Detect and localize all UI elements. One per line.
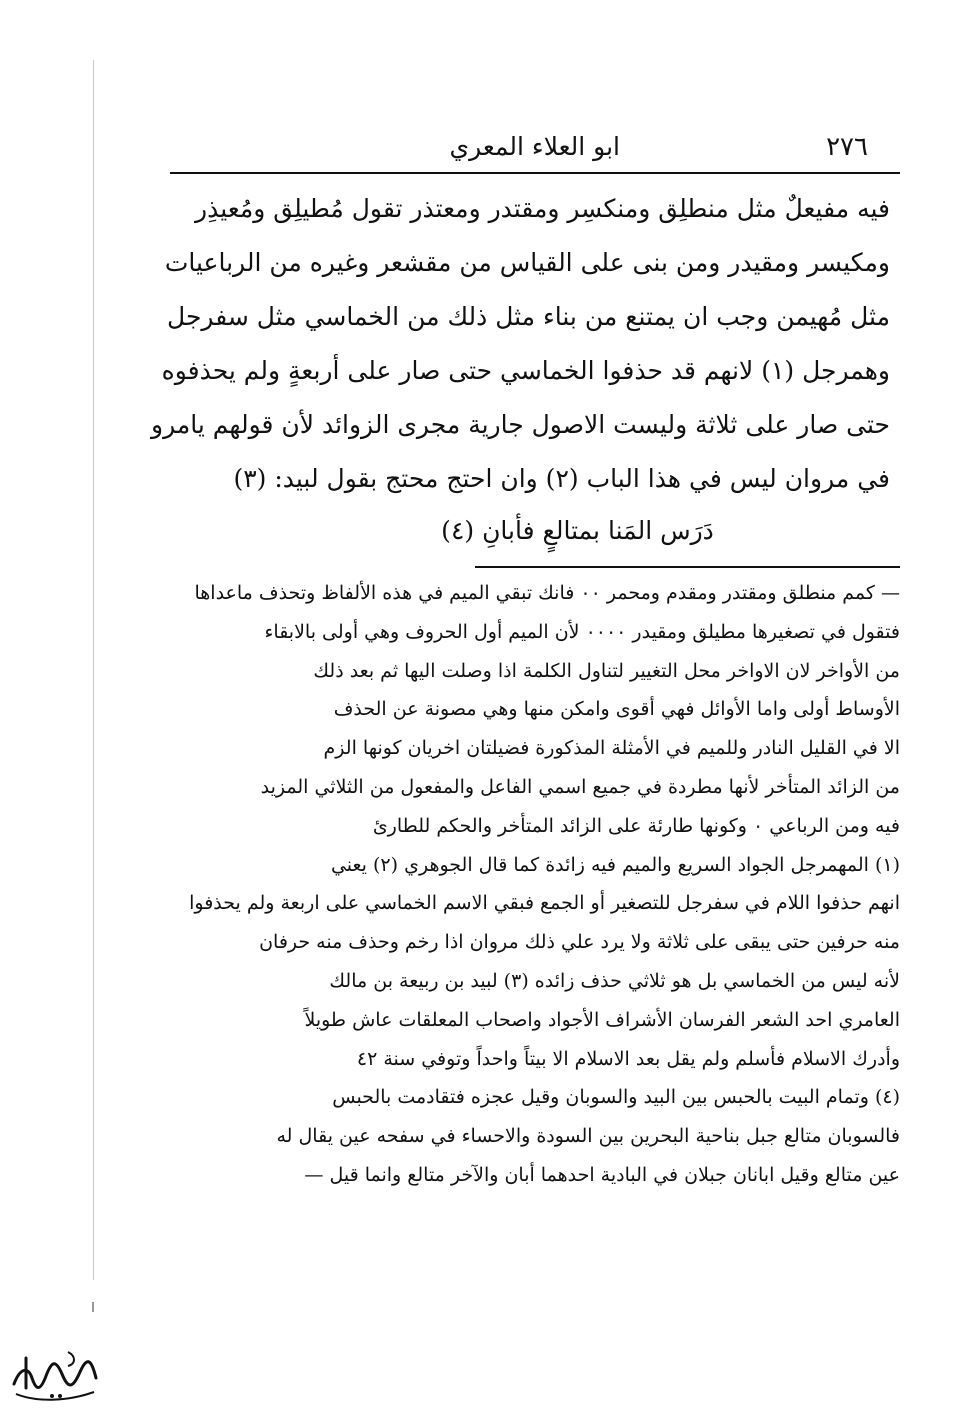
footnote-line: من الزائد المتأخر لأنها مطردة في جميع اسمي الفاعل والمفعول من الثلاثي المزيد [260,775,900,798]
footnote-line: عين متالع وقيل ابانان جبلان في البادية احدهما أبان والآخر متالع وانما قيل — [304,1163,900,1186]
footnote-line: (٤) وتمام البيت بالحبس بين البيد والسوبان وقيل عجزه فتقادمت بالحبس [332,1086,900,1109]
footnote-line: الأوساط أولى واما الأوائل فهي أقوى وامكن منها وهي مصونة عن الحذف [333,698,900,721]
library-stamp-logo [6,1338,102,1414]
body-line: وهمرجل (١) لانهم قد حذفوا الخماسي حتى صار على أربعةٍ ولم يحذفوه [161,356,890,385]
body-line: مثل مُهيمن وجب ان يمتنع من بناء مثل ذلك من الخماسي مثل سفرجل [167,302,890,331]
footnote-line: العامري احد الشعر الفرسان الأشراف الأجواد واصحاب المعلقات عاش طويلاً [304,1008,900,1031]
header-rule [170,172,900,174]
margin-tick-mark [92,1302,94,1312]
page-number: ٢٧٦ [826,132,868,162]
footnote-line: (١) المهمرجل الجواد السريع والميم فيه زائدة كما قال الجوهري (٢) يعني [330,853,900,876]
body-line: في مروان ليس في هذا الباب (٢) وان احتج محتج بقول لبيد: (٣) [233,464,890,493]
body-line: فيه مفيعلٌ مثل منطلِق ومنكسِر ومقتدر ومعتذر تقول مُطيلِق ومُعيذِر [195,194,890,223]
footnotes [160,574,900,1195]
stamp-calligraphy-icon [6,1338,102,1414]
footnote-rule [475,566,900,568]
running-title: ابو العلاء المعري [449,132,620,161]
footnote-line: انهم حذفوا اللام في سفرجل للتصغير أو الجمع فبقي الاسم الخماسي على اربعة ولم يحذفوا [189,892,900,915]
footnote-line: فالسوبان متالع جبل بناحية البحرين بين السودة والاحساء في سفحه عين يقال له [276,1125,900,1148]
body-line: حتى صار على ثلاثة وليست الاصول جارية مجرى الزوائد لأن قولهم يامرو [151,410,890,439]
verse-line: دَرَس المَنا بمتالعٍ فأبانِ (٤) [441,516,714,545]
page-header [180,128,900,172]
body-line: ومكيسر ومقيدر ومن بنى على القياس من مقشعر وغيره من الرباعيات [164,248,890,277]
footnote-line: من الأواخر لان الاواخر محل التغيير لتناول الكلمة اذا وصلت اليها ثم بعد ذلك [313,659,900,682]
main-text [145,182,890,556]
footnote-line: فتقول في تصغيرها مطيلق ومقيدر ٠٠٠٠ لأن الميم أول الحروف وهي أولى بالابقاء [264,620,900,643]
footnote-line: وأدرك الاسلام فأسلم ولم يقل بعد الاسلام الا بيتاً واحداً وتوفي سنة ٤٢ [356,1047,900,1070]
footnote-line: لأنه ليس من الخماسي بل هو ثلاثي حذف زائده (٣) لبيد بن ربيعة بن مالك [329,969,900,992]
footnote-line: الا في القليل النادر وللميم في الأمثلة المذكورة فضيلتان اخريان كونها الزم [323,737,900,760]
footnote-line: منه حرفين حتى يبقى على ثلاثة ولا يرد علي ذلك مروان اذا رخم وحذف منه حرفان [259,931,900,954]
footnote-line: — كمم منطلق ومقتدر ومقدم ومحمر ٠٠ فانك تبقي الميم في هذه الألفاظ وتحذف ماعداها [194,582,900,604]
left-margin-rule [93,60,94,1280]
footnote-line: فيه ومن الرباعي ٠ وكونها طارئة على الزائد المتأخر والحكم للطارئ [372,814,900,837]
